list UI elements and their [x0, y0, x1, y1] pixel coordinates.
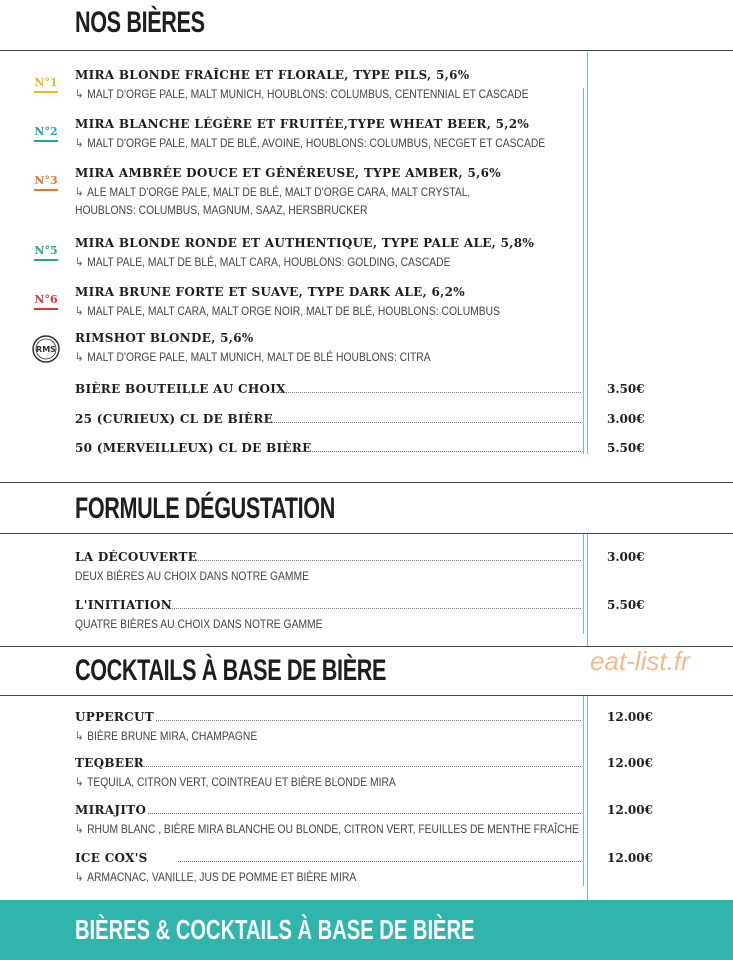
item-description-text: MALT D'ORGE PALE, MALT MUNICH, MALT DE BLÉ HOUBLONS: CITRA	[87, 350, 431, 364]
arrow-icon: ↳	[75, 185, 84, 199]
menu-item-price: 12.00€	[607, 851, 653, 865]
dotted-leader	[178, 861, 581, 862]
arrow-icon: ↳	[75, 822, 84, 836]
arrow-icon: ↳	[75, 87, 84, 101]
item-description	[75, 615, 323, 633]
item-description-text: QUATRE BIÈRES AU CHOIX DANS NOTRE GAMME	[75, 617, 323, 631]
divider	[0, 695, 733, 696]
item-description	[75, 348, 431, 366]
arrow-icon: ↳	[75, 255, 84, 269]
dotted-leader	[261, 422, 581, 423]
menu-item-label: LA DÉCOUVERTE	[75, 550, 198, 564]
menu-item-label: 50 (MERVEILLEUX) CL DE BIÈRE	[75, 441, 312, 455]
menu-item-label: MIRAJITO	[75, 803, 147, 817]
item-description-text: ARMACNAC, VANILLE, JUS DE POMME ET BIÈRE MIRA	[87, 870, 357, 884]
dotted-leader	[156, 720, 581, 721]
beer-number-badge: N°1	[34, 76, 58, 93]
menu-item-price: 3.00€	[607, 412, 645, 426]
item-description-text: DEUX BIÈRES AU CHOIX DANS NOTRE GAMME	[75, 569, 309, 583]
footer-title: BIÈRES & COCKTAILS À BASE DE BIÈRE	[75, 914, 475, 945]
item-description	[75, 567, 309, 585]
item-description-text: MALT D'ORGE PALE, MALT DE BLÉ, AVOINE, HOUBLONS: COLUMBUS, NECGET ET CASCADE	[87, 136, 546, 150]
item-description	[75, 201, 367, 219]
item-description	[75, 253, 450, 271]
item-description-text: RHUM BLANC , BIÈRE MIRA BLANCHE OU BLONDE, CITRON VERT, FEUILLES DE MENTHE FRAÎCHE	[87, 822, 579, 836]
footer-banner	[0, 900, 733, 960]
item-description	[75, 868, 356, 886]
arrow-icon: ↳	[75, 729, 84, 743]
column-rule	[587, 52, 588, 454]
dotted-leader	[191, 560, 581, 561]
arrow-icon: ↳	[75, 304, 84, 318]
watermark: eat-list.fr	[590, 646, 690, 676]
item-description-text: MALT D'ORGE PALE, MALT MUNICH, HOUBLONS: COLUMBUS, CENTENNIAL ET CASCADE	[87, 87, 529, 101]
menu-item-label: ICE COX'S	[75, 851, 148, 865]
item-description	[75, 302, 500, 320]
item-description-text: MALT PALE, MALT CARA, MALT ORGE NOIR, MALT DE BLÉ, HOUBLONS: COLUMBUS	[87, 304, 501, 318]
section-title-tasting: FORMULE DÉGUSTATION	[75, 492, 335, 525]
menu-item-price: 5.50€	[607, 598, 645, 612]
menu-item-label: 25 (CURIEUX) CL DE BIÈRE	[75, 412, 274, 426]
menu-item-price: 12.00€	[607, 710, 653, 724]
column-rule	[587, 696, 588, 900]
menu-item-price: 12.00€	[607, 756, 653, 770]
section-title-beers: NOS BIÈRES	[75, 6, 205, 39]
dotted-leader	[148, 813, 581, 814]
item-description	[75, 727, 257, 745]
item-description-text: MALT PALE, MALT DE BLÉ, MALT CARA, HOUBLONS: GOLDING, CASCADE	[87, 255, 451, 269]
item-description-text: BIÈRE BRUNE MIRA, CHAMPAGNE	[87, 729, 258, 743]
menu-item-label: L'INITIATION	[75, 598, 173, 612]
item-description-text: TEQUILA, CITRON VERT, COINTREAU ET BIÈRE BLONDE MIRA	[87, 775, 396, 789]
item-description	[75, 820, 579, 838]
beer-number-badge: N°2	[34, 125, 58, 142]
section-title-cocktails: COCKTAILS À BASE DE BIÈRE	[75, 654, 387, 687]
divider	[0, 50, 733, 51]
column-rule	[583, 696, 584, 886]
menu-item-price: 3.00€	[607, 550, 645, 564]
item-description	[75, 183, 470, 201]
column-rule	[583, 534, 584, 634]
dotted-leader	[298, 451, 581, 452]
item-description-text: HOUBLONS: COLUMBUS, MAGNUM, SAAZ, HERSBRUCKER	[75, 203, 368, 217]
arrow-icon: ↳	[75, 350, 84, 364]
beer-title: MIRA BLANCHE LÉGÈRE ET FRUITÉE,TYPE WHEAT BEER, 5,2%	[75, 117, 530, 131]
item-description	[75, 85, 529, 103]
arrow-icon: ↳	[75, 870, 84, 884]
beer-number-badge: N°6	[34, 293, 58, 310]
column-rule	[583, 88, 584, 454]
menu-item-label: UPPERCUT	[75, 710, 154, 724]
beer-number-badge: N°3	[34, 174, 58, 191]
beer-title: MIRA BLONDE FRAÎCHE ET FLORALE, TYPE PILS, 5,6%	[75, 68, 470, 82]
beer-title: MIRA BLONDE RONDE ET AUTHENTIQUE, TYPE PALE ALE, 5,8%	[75, 236, 535, 250]
menu-item-label: TEQBEER	[75, 756, 145, 770]
item-description	[75, 134, 545, 152]
beer-title: RIMSHOT BLONDE, 5,6%	[75, 331, 254, 345]
dotted-leader	[272, 392, 581, 393]
menu-item-price: 12.00€	[607, 803, 653, 817]
logo-text: RMS	[36, 345, 56, 354]
arrow-icon: ↳	[75, 136, 84, 150]
divider	[0, 482, 733, 483]
dotted-leader	[166, 608, 581, 609]
beer-title: MIRA BRUNE FORTE ET SUAVE, TYPE DARK ALE, 6,2%	[75, 285, 465, 299]
rimshot-logo-icon	[32, 335, 60, 363]
item-description	[75, 773, 396, 791]
menu-item-price: 3.50€	[607, 382, 645, 396]
beer-number-badge: N°5	[34, 244, 58, 261]
column-rule	[587, 534, 588, 646]
divider	[0, 533, 733, 534]
menu-item-label: BIÈRE BOUTEILLE AU CHOIX	[75, 382, 286, 396]
arrow-icon: ↳	[75, 775, 84, 789]
item-description-text: ALE MALT D'ORGE PALE, MALT DE BLÉ, MALT D'ORGE CARA, MALT CRYSTAL,	[87, 185, 471, 199]
beer-title: MIRA AMBRÉE DOUCE ET GÉNÉREUSE, TYPE AMBER, 5,6%	[75, 166, 501, 180]
dotted-leader	[142, 766, 581, 767]
menu-item-price: 5.50€	[607, 441, 645, 455]
